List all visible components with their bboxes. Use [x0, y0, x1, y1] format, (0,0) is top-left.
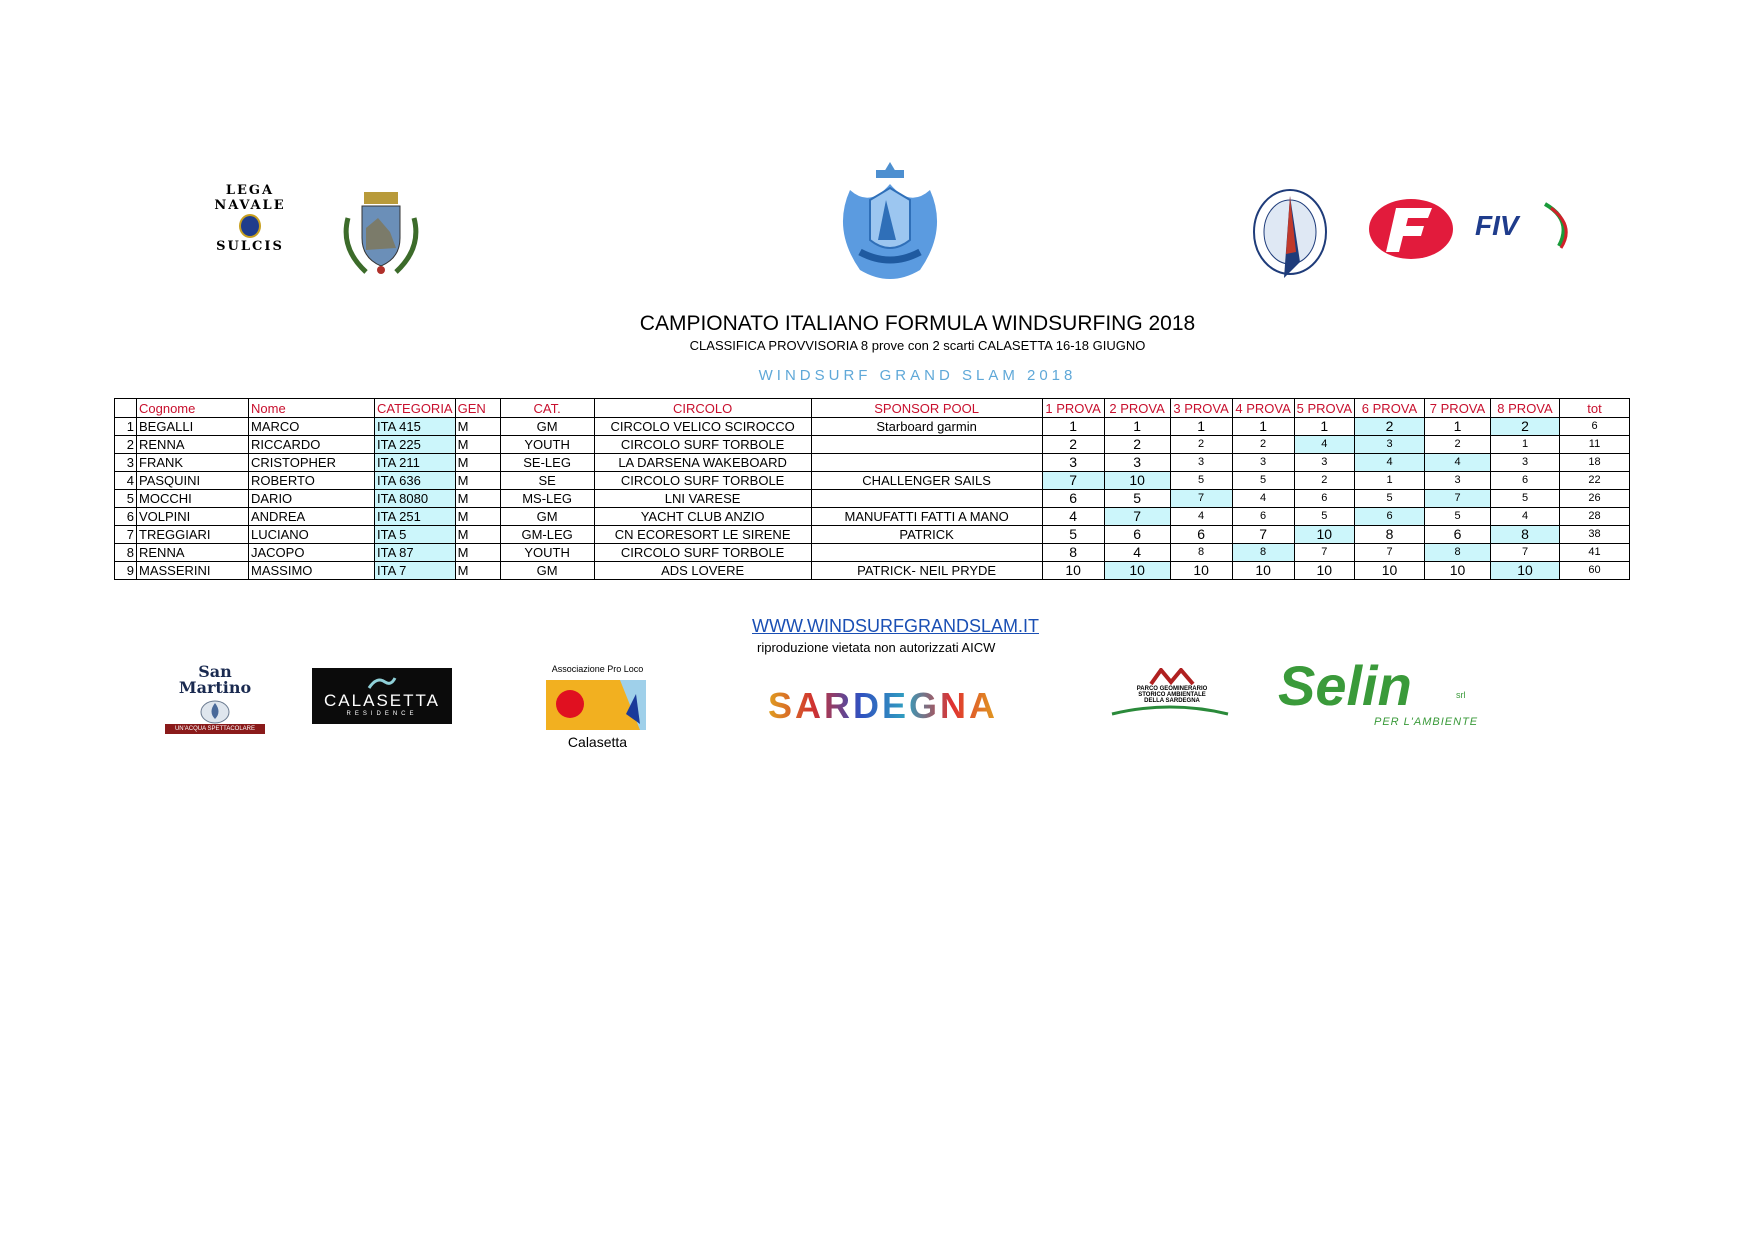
aicw-class-logo-icon — [1250, 182, 1330, 286]
cell-pos: 7 — [115, 526, 137, 544]
website-link[interactable]: WWW.WINDSURFGRANDSLAM.IT — [752, 616, 1039, 636]
cell-prova-4: 8 — [1232, 544, 1294, 562]
cell-pos: 2 — [115, 436, 137, 454]
cell-prova-8: 8 — [1491, 526, 1560, 544]
parco-line2: STORICO AMBIENTALE — [1138, 692, 1206, 698]
cell-prova-2: 10 — [1104, 562, 1170, 580]
cell-cognome: RENNA — [137, 436, 249, 454]
cell-prova-4: 7 — [1232, 526, 1294, 544]
parco-line3: DELLA SARDEGNA — [1144, 698, 1200, 704]
cell-gen: M — [455, 472, 500, 490]
header-sponsor: SPONSOR POOL — [811, 399, 1042, 418]
cell-prova-4: 4 — [1232, 490, 1294, 508]
cell-prova-4: 6 — [1232, 508, 1294, 526]
cell-tot: 6 — [1560, 418, 1630, 436]
fiv-logo — [1475, 200, 1575, 250]
cell-nome: MASSIMO — [249, 562, 375, 580]
cell-nome: LUCIANO — [249, 526, 375, 544]
table-row — [115, 526, 1630, 544]
header-prova-7: 7 PROVA — [1425, 399, 1491, 418]
cell-categoria: ITA 5 — [375, 526, 456, 544]
cell-categoria: ITA 7 — [375, 562, 456, 580]
cell-cognome: BEGALLI — [137, 418, 249, 436]
cell-categoria: ITA 8080 — [375, 490, 456, 508]
cell-prova-2: 6 — [1104, 526, 1170, 544]
cell-prova-6: 4 — [1355, 454, 1425, 472]
cell-circolo: CN ECORESORT LE SIRENE — [594, 526, 811, 544]
cell-tot: 60 — [1560, 562, 1630, 580]
cell-prova-2: 10 — [1104, 472, 1170, 490]
table-row — [115, 562, 1630, 580]
cell-prova-6: 6 — [1355, 508, 1425, 526]
cell-prova-6: 1 — [1355, 472, 1425, 490]
cell-prova-8: 3 — [1491, 454, 1560, 472]
cell-prova-4: 10 — [1232, 562, 1294, 580]
town-crest-icon — [336, 188, 426, 278]
cell-pos: 1 — [115, 418, 137, 436]
header-categoria: CATEGORIA — [375, 399, 456, 418]
selin-logo — [1278, 656, 1508, 736]
cell-prova-3: 4 — [1170, 508, 1232, 526]
cell-prova-5: 10 — [1294, 526, 1354, 544]
cell-prova-3: 5 — [1170, 472, 1232, 490]
cell-circolo: ADS LOVERE — [594, 562, 811, 580]
calasetta-residence-logo — [312, 668, 452, 724]
cell-cognome: MOCCHI — [137, 490, 249, 508]
cell-categoria: ITA 636 — [375, 472, 456, 490]
san-martino-tagline: UN'ACQUA SPETTACOLARE — [165, 724, 265, 734]
cell-categoria: ITA 415 — [375, 418, 456, 436]
page-subtitle: CLASSIFICA PROVVISORIA 8 prove con 2 scarti CALASETTA 16-18 GIUGNO — [689, 338, 1146, 353]
cell-cognome: VOLPINI — [137, 508, 249, 526]
cell-prova-6: 8 — [1355, 526, 1425, 544]
cell-cognome: TREGGIARI — [137, 526, 249, 544]
cell-gen: M — [455, 508, 500, 526]
cell-prova-6: 5 — [1355, 490, 1425, 508]
cell-prova-7: 5 — [1425, 508, 1491, 526]
cell-prova-5: 1 — [1294, 418, 1354, 436]
cell-prova-8: 6 — [1491, 472, 1560, 490]
cell-tot: 26 — [1560, 490, 1630, 508]
proloco-bottom: Calasetta — [567, 734, 628, 750]
cell-sponsor: MANUFATTI FATTI A MANO — [811, 508, 1042, 526]
cell-prova-3: 3 — [1170, 454, 1232, 472]
cell-pos: 5 — [115, 490, 137, 508]
cell-gen: M — [455, 562, 500, 580]
cell-tot: 38 — [1560, 526, 1630, 544]
table-row — [115, 454, 1630, 472]
cell-prova-2: 3 — [1104, 454, 1170, 472]
cell-prova-1: 4 — [1042, 508, 1104, 526]
cell-prova-4: 5 — [1232, 472, 1294, 490]
lega-navale-line3: SULCIS — [216, 239, 284, 254]
parco-line1: PARCO GEOMINERARIO — [1136, 686, 1208, 692]
cell-cognome: RENNA — [137, 544, 249, 562]
header-circolo: CIRCOLO — [594, 399, 811, 418]
cell-prova-8: 7 — [1491, 544, 1560, 562]
cell-pos: 3 — [115, 454, 137, 472]
cell-prova-5: 10 — [1294, 562, 1354, 580]
cell-prova-8: 2 — [1491, 418, 1560, 436]
cell-prova-7: 2 — [1425, 436, 1491, 454]
cell-pos: 8 — [115, 544, 137, 562]
lega-navale-line2: NAVALE — [214, 198, 286, 213]
table-row — [115, 436, 1630, 454]
cell-nome: MARCO — [249, 418, 375, 436]
cell-prova-5: 4 — [1294, 436, 1354, 454]
cell-cognome: MASSERINI — [137, 562, 249, 580]
cell-prova-3: 10 — [1170, 562, 1232, 580]
cell-prova-1: 5 — [1042, 526, 1104, 544]
cell-prova-4: 1 — [1232, 418, 1294, 436]
header-prova-2: 2 PROVA — [1104, 399, 1170, 418]
cell-gen: M — [455, 454, 500, 472]
header-cognome: Cognome — [137, 399, 249, 418]
cell-prova-2: 4 — [1104, 544, 1170, 562]
cell-prova-2: 2 — [1104, 436, 1170, 454]
cell-prova-3: 7 — [1170, 490, 1232, 508]
cell-circolo: LA DARSENA WAKEBOARD — [594, 454, 811, 472]
cell-pos: 4 — [115, 472, 137, 490]
cell-prova-6: 7 — [1355, 544, 1425, 562]
cell-nome: DARIO — [249, 490, 375, 508]
cell-prova-3: 8 — [1170, 544, 1232, 562]
cell-prova-5: 7 — [1294, 544, 1354, 562]
cell-sponsor — [811, 436, 1042, 454]
cell-prova-1: 6 — [1042, 490, 1104, 508]
cell-prova-1: 10 — [1042, 562, 1104, 580]
cell-cognome: PASQUINI — [137, 472, 249, 490]
cell-sponsor — [811, 490, 1042, 508]
selin-srl: srl — [1456, 690, 1466, 700]
cell-sponsor: PATRICK- NEIL PRYDE — [811, 562, 1042, 580]
cell-cat: MS-LEG — [500, 490, 594, 508]
header-prova-6: 6 PROVA — [1355, 399, 1425, 418]
cell-pos: 6 — [115, 508, 137, 526]
cell-tot: 18 — [1560, 454, 1630, 472]
cell-prova-5: 2 — [1294, 472, 1354, 490]
header-nome: Nome — [249, 399, 375, 418]
anchor-emblem-icon — [239, 214, 261, 238]
cell-gen: M — [455, 418, 500, 436]
cell-prova-6: 3 — [1355, 436, 1425, 454]
cell-prova-3: 2 — [1170, 436, 1232, 454]
san-martino-line1: San — [198, 662, 232, 681]
table-row — [115, 472, 1630, 490]
cell-sponsor: CHALLENGER SAILS — [811, 472, 1042, 490]
results-table — [114, 398, 1630, 580]
cell-circolo: LNI VARESE — [594, 490, 811, 508]
cell-prova-1: 3 — [1042, 454, 1104, 472]
header-tot: tot — [1560, 399, 1630, 418]
cell-prova-7: 10 — [1425, 562, 1491, 580]
cell-tot: 22 — [1560, 472, 1630, 490]
cell-prova-5: 6 — [1294, 490, 1354, 508]
cell-tot: 28 — [1560, 508, 1630, 526]
san-martino-logo — [165, 664, 265, 740]
table-row — [115, 544, 1630, 562]
formula-f-logo-icon — [1366, 196, 1456, 262]
cell-cat: GM-LEG — [500, 526, 594, 544]
cell-sponsor: Starboard garmin — [811, 418, 1042, 436]
cell-prova-8: 10 — [1491, 562, 1560, 580]
cell-cat: SE — [500, 472, 594, 490]
cell-circolo: CIRCOLO SURF TORBOLE — [594, 436, 811, 454]
cell-nome: JACOPO — [249, 544, 375, 562]
header-pos — [115, 399, 137, 418]
table-row — [115, 490, 1630, 508]
header-cat: CAT. — [500, 399, 594, 418]
cell-prova-8: 1 — [1491, 436, 1560, 454]
cell-prova-1: 7 — [1042, 472, 1104, 490]
cell-cat: YOUTH — [500, 544, 594, 562]
wave-icon — [367, 674, 397, 692]
parco-geominerario-logo — [1110, 668, 1234, 730]
cell-prova-2: 1 — [1104, 418, 1170, 436]
cell-gen: M — [455, 436, 500, 454]
header-prova-1: 1 PROVA — [1042, 399, 1104, 418]
cell-prova-6: 2 — [1355, 418, 1425, 436]
cell-cat: GM — [500, 418, 594, 436]
cell-categoria: ITA 251 — [375, 508, 456, 526]
page-title: CAMPIONATO ITALIANO FORMULA WINDSURFING 2018 — [639, 312, 1196, 335]
cell-prova-7: 4 — [1425, 454, 1491, 472]
cell-cat: GM — [500, 562, 594, 580]
reproduction-note: riproduzione vietata non autorizzati AICW — [757, 640, 996, 655]
cell-categoria: ITA 211 — [375, 454, 456, 472]
cell-nome: RICCARDO — [249, 436, 375, 454]
grand-slam-logo-icon — [830, 160, 950, 290]
header-gen: GEN — [455, 399, 500, 418]
proloco-logo — [540, 664, 655, 750]
cell-prova-1: 8 — [1042, 544, 1104, 562]
cell-nome: CRISTOPHER — [249, 454, 375, 472]
lega-navale-logo — [200, 183, 300, 254]
sardegna-text: SARDEGNA — [768, 685, 999, 726]
cell-prova-7: 7 — [1425, 490, 1491, 508]
calasetta-residence-name: CALASETTA — [324, 691, 440, 710]
cell-categoria: ITA 225 — [375, 436, 456, 454]
header-prova-5: 5 PROVA — [1294, 399, 1354, 418]
lega-navale-line1: LEGA — [225, 183, 275, 198]
cell-prova-2: 5 — [1104, 490, 1170, 508]
cell-pos: 9 — [115, 562, 137, 580]
event-name: WINDSURF GRAND SLAM 2018 — [758, 367, 1077, 384]
cell-prova-1: 2 — [1042, 436, 1104, 454]
cell-cat: SE-LEG — [500, 454, 594, 472]
san-martino-line2: Martino — [178, 678, 252, 697]
cell-prova-7: 1 — [1425, 418, 1491, 436]
cell-gen: M — [455, 544, 500, 562]
cell-prova-8: 4 — [1491, 508, 1560, 526]
cell-circolo: YACHT CLUB ANZIO — [594, 508, 811, 526]
cell-tot: 11 — [1560, 436, 1630, 454]
proloco-emblem-icon — [540, 674, 650, 734]
cell-prova-7: 6 — [1425, 526, 1491, 544]
cell-nome: ANDREA — [249, 508, 375, 526]
cell-circolo: CIRCOLO SURF TORBOLE — [594, 472, 811, 490]
cell-prova-7: 8 — [1425, 544, 1491, 562]
cell-cognome: FRANK — [137, 454, 249, 472]
table-row — [115, 418, 1630, 436]
cell-nome: ROBERTO — [249, 472, 375, 490]
parco-wave-icon — [1110, 704, 1230, 718]
cell-tot: 41 — [1560, 544, 1630, 562]
cell-categoria: ITA 87 — [375, 544, 456, 562]
cell-cat: GM — [500, 508, 594, 526]
proloco-top: Associazione Pro Loco — [551, 664, 644, 674]
cell-prova-4: 3 — [1232, 454, 1294, 472]
cell-prova-5: 5 — [1294, 508, 1354, 526]
water-drop-icon — [195, 698, 235, 724]
table-header-row — [115, 399, 1630, 418]
selin-tagline: PER L'AMBIENTE — [1374, 716, 1479, 728]
cell-sponsor — [811, 544, 1042, 562]
table-row — [115, 508, 1630, 526]
cell-cat: YOUTH — [500, 436, 594, 454]
calasetta-residence-sub: RESIDENCE — [346, 711, 418, 717]
header-prova-4: 4 PROVA — [1232, 399, 1294, 418]
selin-name: Selin — [1278, 654, 1412, 717]
header-prova-8: 8 PROVA — [1491, 399, 1560, 418]
cell-gen: M — [455, 526, 500, 544]
parco-mark-icon — [1147, 668, 1197, 686]
sardegna-logo — [768, 685, 998, 727]
cell-prova-1: 1 — [1042, 418, 1104, 436]
cell-prova-3: 6 — [1170, 526, 1232, 544]
header-prova-3: 3 PROVA — [1170, 399, 1232, 418]
cell-prova-7: 3 — [1425, 472, 1491, 490]
fiv-text: FIV — [1475, 210, 1519, 241]
cell-prova-4: 2 — [1232, 436, 1294, 454]
cell-sponsor: PATRICK — [811, 526, 1042, 544]
cell-circolo: CIRCOLO SURF TORBOLE — [594, 544, 811, 562]
cell-prova-6: 10 — [1355, 562, 1425, 580]
cell-sponsor — [811, 454, 1042, 472]
cell-gen: M — [455, 490, 500, 508]
cell-prova-8: 5 — [1491, 490, 1560, 508]
cell-prova-2: 7 — [1104, 508, 1170, 526]
cell-prova-3: 1 — [1170, 418, 1232, 436]
cell-circolo: CIRCOLO VELICO SCIROCCO — [594, 418, 811, 436]
cell-prova-5: 3 — [1294, 454, 1354, 472]
